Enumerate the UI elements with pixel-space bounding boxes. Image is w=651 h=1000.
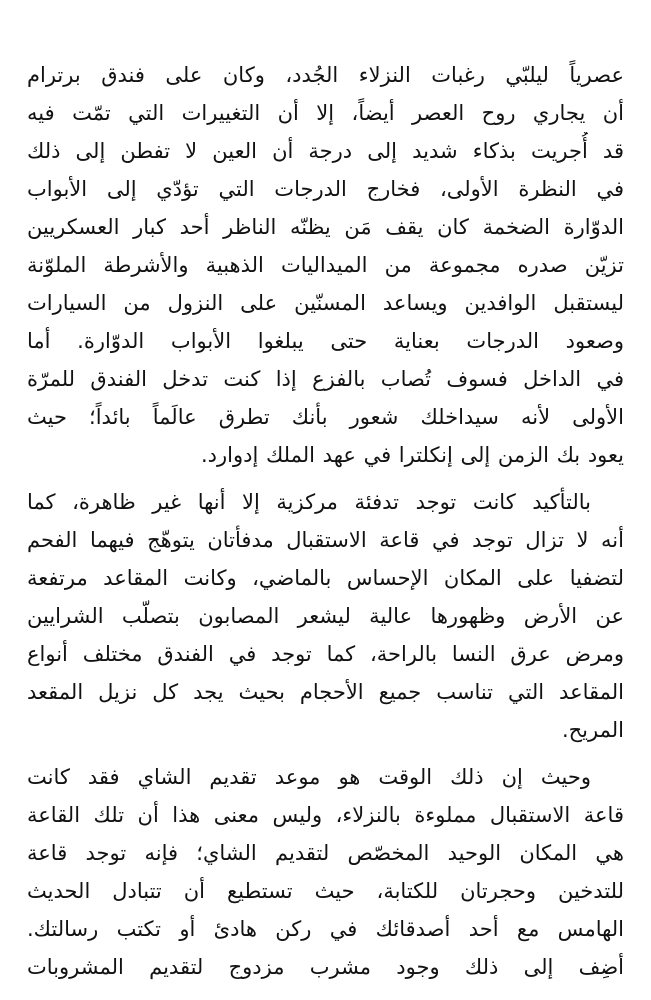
text-line: أن يجاري روح العصر أيضاً، إلا أن التغييرات التي تمّت فيه xyxy=(27,101,624,125)
text-line: في الداخل فسوف تُصاب بالفزع إذا كنت تدخل الفندق للمرّة xyxy=(27,367,624,391)
paragraph xyxy=(27,56,624,474)
text-line: لتضفيا على المكان الإحساس بالماضي، وكانت المقاعد مرتفعة xyxy=(27,566,624,590)
text-line: بالتأكيد كانت توجد تدفئة مركزية إلا أنها غير ظاهرة، كما xyxy=(27,490,591,514)
text-line: المريح. xyxy=(561,718,624,742)
text-line: وحيث إن ذلك الوقت هو موعد تقديم الشاي فقد كانت xyxy=(27,765,591,789)
text-line: عن الأرض وظهورها عالية ليشعر المصابون بتصلّب الشرايين xyxy=(27,604,624,628)
text-line: في النظرة الأولى، فخارج الدرجات التي تؤدّي إلى الأبواب xyxy=(27,177,624,201)
text-line: عصرياً ليلبّي رغبات النزلاء الجُدد، وكان على فندق برترام xyxy=(27,63,624,87)
text-line: المقاعد التي تناسب جميع الأحجام بحيث يجد كل نزيل المقعد xyxy=(27,680,624,704)
text-line: قد أُجريت بذكاء شديد إلى درجة أن العين لا تفطن إلى ذلك xyxy=(27,139,624,163)
text-line: الأولى لأنه سيداخلك شعور بأنك تطرق عالَماً بائداً؛ حيث xyxy=(27,405,624,429)
text-line: ليستقبل الوافدين ويساعد المسنّين على النزول من السيارات xyxy=(27,291,624,315)
text-line: تزيّن صدره مجموعة من الميداليات الذهبية والأشرطة الملوّنة xyxy=(27,253,624,277)
text-line: أضِف إلى ذلك وجود مشرب مزدوج لتقديم المشروبات xyxy=(27,955,624,979)
text-line: وصعود الدرجات بعناية حتى يبلغوا الأبواب الدوّارة. أما xyxy=(27,329,624,353)
text-line: هي المكان الوحيد المخصّص لتقديم الشاي؛ فإنه توجد قاعة xyxy=(27,841,624,865)
paragraph xyxy=(27,758,624,986)
text-line: قاعة الاستقبال مملوءة بالنزلاء، وليس معنى هذا أن تلك القاعة xyxy=(27,803,624,827)
paragraph xyxy=(27,483,624,749)
text-line: ومرض عرق النسا بالراحة، كما توجد في الفندق مختلف أنواع xyxy=(27,642,624,666)
text-line: الدوّارة الضخمة كان يقف مَن يظنّه الناظر أحد كبار العسكريين xyxy=(27,215,624,239)
text-line: أنه لا تزال توجد في قاعة الاستقبال مدفأتان يتوهّج فيهما الفحم xyxy=(27,528,624,552)
page-text xyxy=(27,56,624,986)
text-line: الهامس مع أحد أصدقائك في ركن هادئ أو تكتب رسالتك. xyxy=(27,917,624,941)
text-line: يعود بك الزمن إلى إنكلترا في عهد الملك إدوارد. xyxy=(200,443,624,467)
text-line: للتدخين وحجرتان للكتابة، حيث تستطيع أن تتبادل الحديث xyxy=(27,879,624,903)
